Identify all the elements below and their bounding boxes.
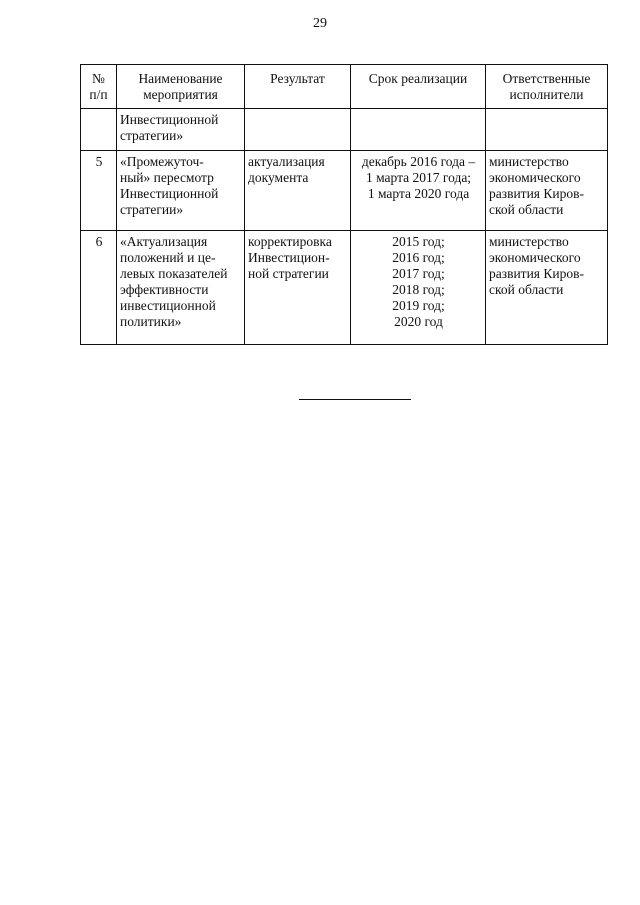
events-table	[80, 64, 608, 345]
cell-result: корректировка Инвестицион- ной стратегии	[245, 231, 351, 345]
cell-number	[81, 109, 117, 151]
cell-term	[351, 109, 486, 151]
table-header-row	[81, 65, 608, 109]
header-event-name: Наименование мероприятия	[117, 65, 245, 109]
cell-event-name: «Промежуточ- ный» пересмотр Инвестиционной стратегии»	[117, 151, 245, 231]
page-number: 29	[313, 16, 327, 31]
cell-result	[245, 109, 351, 151]
table-row	[81, 109, 608, 151]
cell-executors	[486, 109, 608, 151]
header-executors: Ответственные исполнители	[486, 65, 608, 109]
cell-term: 2015 год; 2016 год; 2017 год; 2018 год; 2019 год; 2020 год	[351, 231, 486, 345]
cell-number: 5	[81, 151, 117, 231]
table-row	[81, 231, 608, 345]
cell-event-name: Инвестиционной стратегии»	[117, 109, 245, 151]
cell-executors: министерство экономического развития Киров- ской области	[486, 151, 608, 231]
cell-event-name: «Актуализация положений и це- левых показателей эффективности инвестиционной политики»	[117, 231, 245, 345]
cell-number: 6	[81, 231, 117, 345]
table-row	[81, 151, 608, 231]
header-result: Результат	[245, 65, 351, 109]
cell-executors: министерство экономического развития Киров- ской области	[486, 231, 608, 345]
cell-result: актуализация документа	[245, 151, 351, 231]
header-term: Срок реализации	[351, 65, 486, 109]
header-number: № п/п	[81, 65, 117, 109]
end-of-document-rule	[299, 399, 411, 400]
cell-term: декабрь 2016 года – 1 марта 2017 года; 1 марта 2020 года	[351, 151, 486, 231]
